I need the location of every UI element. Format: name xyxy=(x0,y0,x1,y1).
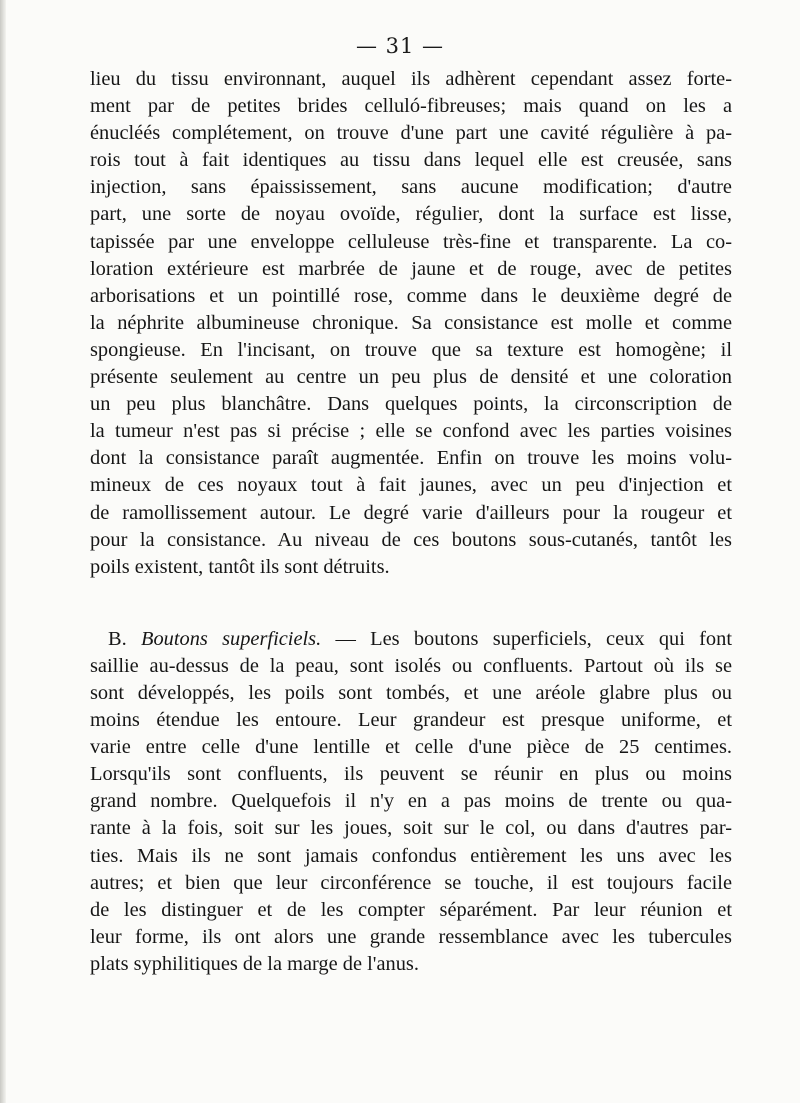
text-line: rante à la fois, soit sur les joues, soit sur le col, ou dans d'autres par- xyxy=(90,817,732,840)
text-line: énucléés complétement, on trouve d'une part une cavité régulière à pa- xyxy=(90,122,732,145)
text-line: spongieuse. En l'incisant, on trouve que sa texture est homogène; il xyxy=(90,338,732,361)
text-line: plats syphilitiques de la marge de l'anus. xyxy=(90,952,419,975)
text-line: un peu plus blanchâtre. Dans quelques points, la circonscription de xyxy=(90,393,732,416)
text-line: moins étendue les entoure. Leur grandeur est presque uniforme, et xyxy=(90,709,732,732)
text-line: ties. Mais ils ne sont jamais confondus entièrement les uns avec les xyxy=(90,844,732,867)
text-line: varie entre celle d'une lentille et celle d'une pièce de 25 centimes. xyxy=(90,736,732,759)
text-line: dont la consistance paraît augmentée. Enfin on trouve les moins volu- xyxy=(90,447,732,470)
text-line: de ramollissement autour. Le degré varie d'ailleurs pour la rougeur et xyxy=(90,501,732,524)
text-line: loration extérieure est marbrée de jaune et de rouge, avec de petites xyxy=(90,257,732,280)
text-line: injection, sans épaississement, sans aucune modification; d'autre xyxy=(90,176,732,199)
text-line: poils existent, tantôt ils sont détruits. xyxy=(90,555,390,578)
text-line: ment par de petites brides celluló-fibreuses; mais quand on les a xyxy=(90,95,732,118)
body-text xyxy=(90,66,732,978)
text-line: leur forme, ils ont alors une grande ressemblance avec les tubercules xyxy=(90,925,732,948)
text-line: présente seulement au centre un peu plus de densité et une coloration xyxy=(90,366,732,389)
text-line: pour la consistance. Au niveau de ces boutons sous-cutanés, tantôt les xyxy=(90,528,732,551)
text-line: arborisations et un pointillé rose, comme dans le deuxième degré de xyxy=(90,284,732,307)
text-line: saillie au-dessus de la peau, sont isolés ou confluents. Partout où ils se xyxy=(90,654,732,677)
text-line: rois tout à fait identiques au tissu dans lequel elle est creusée, sans xyxy=(90,149,732,172)
text-line: part, une sorte de noyau ovoïde, régulier, dont la surface est lisse, xyxy=(90,203,732,226)
page-edge-shadow xyxy=(0,0,6,1103)
text-line: mineux de ces noyaux tout à fait jaunes, avec un peu d'injection et xyxy=(90,474,732,497)
section-b-first-line: — Les boutons superficiels, ceux qui font xyxy=(321,627,732,650)
text-line: Lorsqu'ils sont confluents, ils peuvent se réunir en plus ou moins xyxy=(90,763,732,786)
text-line: sont développés, les poils sont tombés, et une aréole glabre plus ou xyxy=(90,681,732,704)
section-b xyxy=(90,626,732,978)
text-line: la tumeur n'est pas si précise ; elle se confond avec les parties voisines xyxy=(90,420,732,443)
page-number: — 31 — xyxy=(355,34,445,58)
text-line: autres; et bien que leur circonférence se touche, il est toujours facile xyxy=(90,871,732,894)
text-line: grand nombre. Quelquefois il n'y en a pas moins de trente ou qua- xyxy=(90,790,732,813)
section-b-heading-line xyxy=(90,626,732,653)
section-b-title: Boutons superficiels. xyxy=(140,627,322,650)
text-line: de les distinguer et de les compter séparément. Par leur réunion et xyxy=(90,898,732,921)
paragraph-1 xyxy=(90,66,732,581)
paragraph-gap xyxy=(90,581,732,626)
text-line: la néphrite albumineuse chronique. Sa consistance est molle et comme xyxy=(90,311,732,334)
text-line: lieu du tissu environnant, auquel ils adhèrent cependant assez forte- xyxy=(90,68,732,90)
section-b-label: B. xyxy=(108,627,127,650)
text-line: tapissée par une enveloppe celluleuse très-fine et transparente. La co- xyxy=(90,230,732,253)
